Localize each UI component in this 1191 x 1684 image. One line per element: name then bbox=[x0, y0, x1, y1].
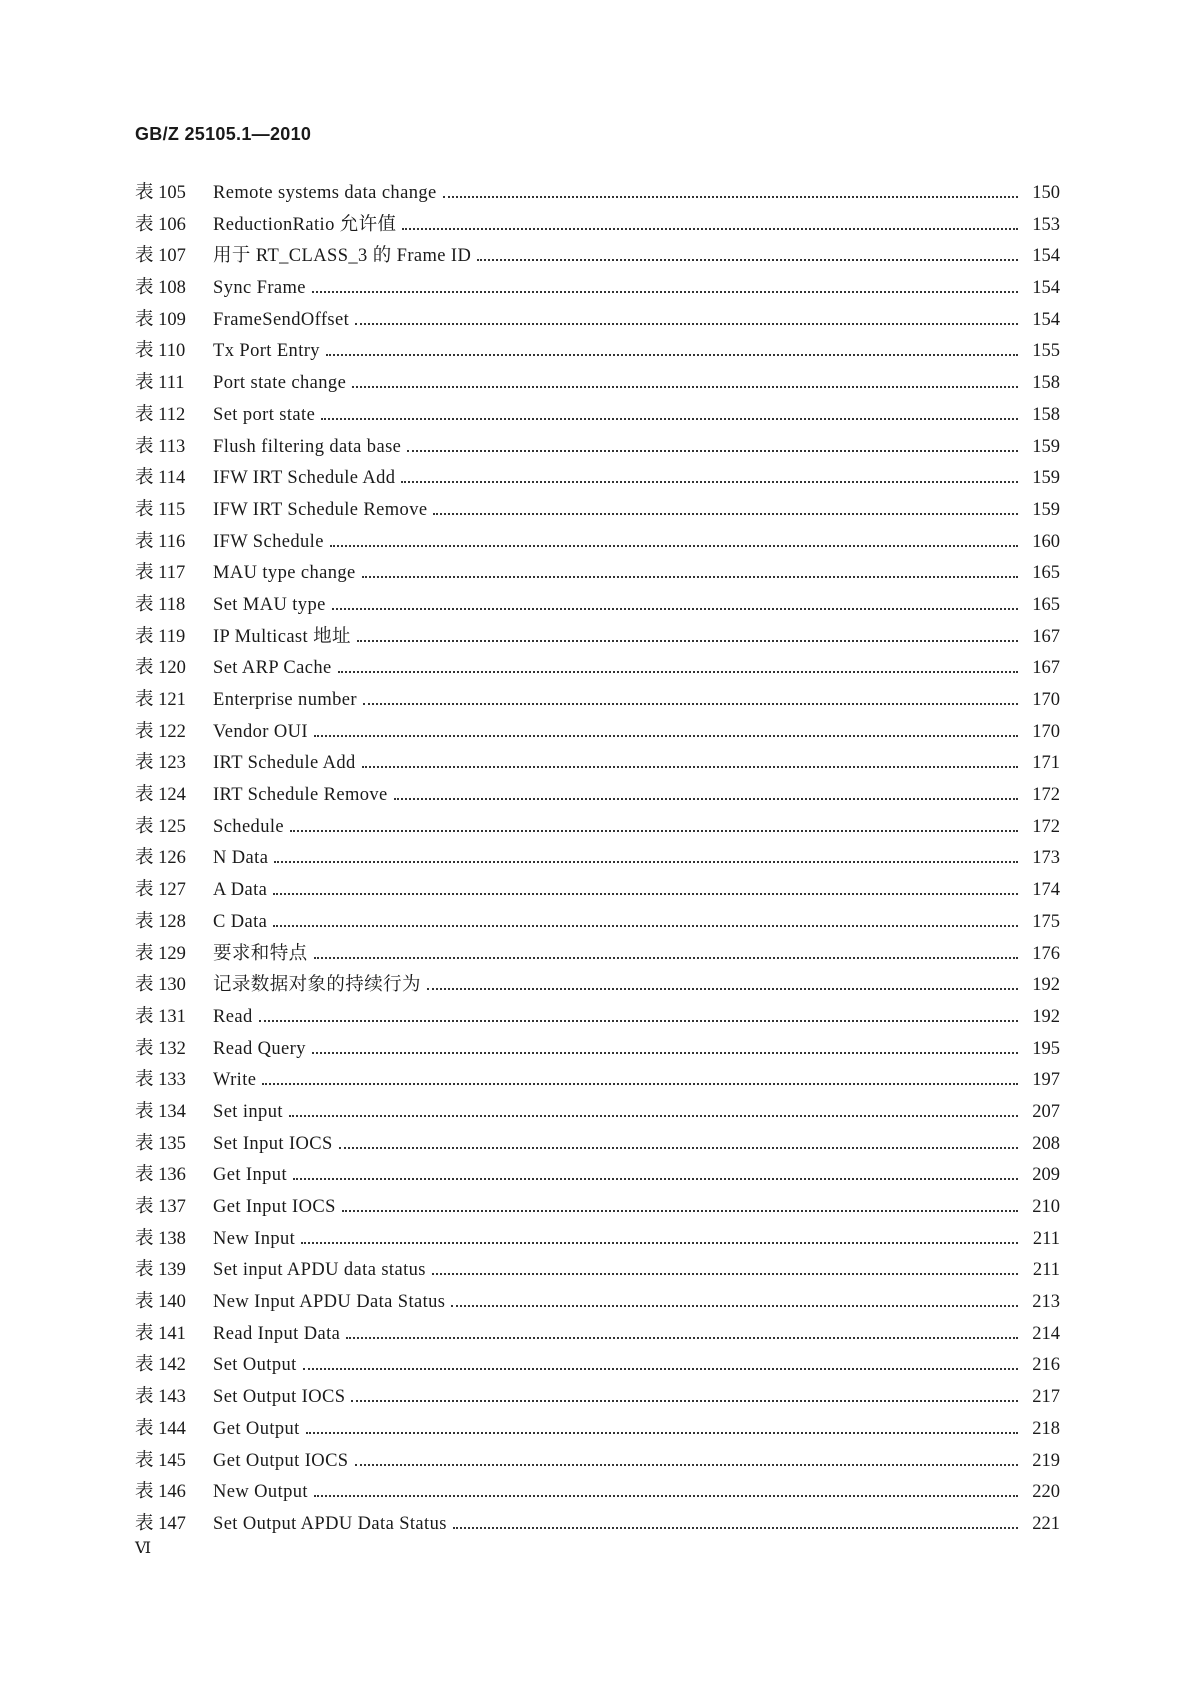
toc-entry-label: 表 136 bbox=[135, 1165, 186, 1186]
toc-entry-label: 表 127 bbox=[135, 880, 186, 901]
dot-leader bbox=[432, 1272, 1018, 1275]
dot-leader bbox=[453, 1526, 1018, 1529]
toc-entry-title: 用于 RT_CLASS_3 的 Frame ID bbox=[213, 246, 472, 267]
dot-leader bbox=[314, 956, 1018, 959]
dot-leader bbox=[357, 639, 1018, 642]
toc-entry-page: 197 bbox=[1032, 1070, 1060, 1091]
toc-entry bbox=[135, 273, 1060, 305]
toc-entry-label: 表 109 bbox=[135, 309, 186, 330]
dot-leader bbox=[338, 670, 1018, 673]
toc-entry-label: 表 128 bbox=[135, 911, 186, 932]
toc-entry-label: 表 140 bbox=[135, 1292, 186, 1313]
toc-entry bbox=[135, 1065, 1060, 1097]
dot-leader bbox=[306, 1431, 1018, 1434]
toc-entry-label: 表 124 bbox=[135, 785, 186, 806]
toc-entry-title: A Data bbox=[213, 880, 268, 901]
toc-entry-page: 155 bbox=[1032, 341, 1060, 362]
toc-entry-label: 表 144 bbox=[135, 1418, 186, 1439]
toc-entry-title: IFW IRT Schedule Remove bbox=[213, 499, 428, 520]
toc-entry-label: 表 126 bbox=[135, 848, 186, 869]
toc-entry-page: 159 bbox=[1032, 436, 1060, 457]
toc-entry-page: 207 bbox=[1032, 1101, 1060, 1122]
toc-entry bbox=[135, 527, 1060, 559]
dot-leader bbox=[346, 1336, 1018, 1339]
toc-entry bbox=[135, 368, 1060, 400]
dot-leader bbox=[427, 987, 1018, 990]
toc-entry-label: 表 121 bbox=[135, 690, 186, 710]
toc-entry-page: 159 bbox=[1032, 468, 1060, 489]
dot-leader bbox=[289, 1114, 1018, 1117]
toc-entry bbox=[135, 178, 1060, 210]
dot-leader bbox=[273, 892, 1018, 895]
toc-entry bbox=[135, 1319, 1060, 1351]
dot-leader bbox=[351, 1399, 1018, 1402]
toc-entry-label: 表 117 bbox=[135, 563, 186, 584]
dot-leader bbox=[326, 353, 1018, 356]
toc-entry-page: 218 bbox=[1032, 1418, 1060, 1439]
toc-entry-label: 表 133 bbox=[135, 1070, 186, 1091]
toc-entry bbox=[135, 1382, 1060, 1414]
toc-entry-page: 165 bbox=[1032, 594, 1060, 615]
toc-entry bbox=[135, 907, 1060, 939]
toc-entry-title: IRT Schedule Add bbox=[213, 753, 356, 774]
toc-entry bbox=[135, 875, 1060, 907]
toc-entry-page: 170 bbox=[1032, 690, 1060, 710]
toc-entry-page: 175 bbox=[1032, 911, 1060, 932]
dot-leader bbox=[339, 1146, 1018, 1149]
dot-leader bbox=[402, 227, 1018, 230]
toc-entry-label: 表 146 bbox=[135, 1482, 186, 1503]
toc-entry bbox=[135, 1255, 1060, 1287]
toc-entry-page: 192 bbox=[1032, 975, 1060, 996]
toc-entry-title: FrameSendOffset bbox=[213, 309, 350, 330]
toc-entry-title: Set port state bbox=[213, 404, 316, 425]
dot-leader bbox=[273, 924, 1018, 927]
document-code-header: GB/Z 25105.1—2010 bbox=[135, 124, 312, 144]
toc-entry-title: Get Output bbox=[213, 1418, 300, 1439]
toc-entry-title: Flush filtering data base bbox=[213, 436, 402, 457]
toc-entry bbox=[135, 336, 1060, 368]
toc-entry-label: 表 139 bbox=[135, 1260, 186, 1281]
toc-entry bbox=[135, 432, 1060, 464]
dot-leader bbox=[443, 195, 1018, 198]
toc-entry bbox=[135, 1477, 1060, 1509]
toc-entry-title: Set Output bbox=[213, 1355, 297, 1376]
toc-entry-label: 表 116 bbox=[135, 531, 186, 552]
toc-entry-title: Remote systems data change bbox=[213, 183, 437, 203]
toc-entry bbox=[135, 558, 1060, 590]
toc-entry-page: 158 bbox=[1032, 404, 1060, 425]
toc-entry-title: MAU type change bbox=[213, 563, 356, 584]
toc-entry-label: 表 122 bbox=[135, 721, 186, 742]
dot-leader bbox=[362, 575, 1018, 578]
toc-entry bbox=[135, 1002, 1060, 1034]
toc-entry-title: IFW Schedule bbox=[213, 531, 324, 552]
toc-entry-page: 159 bbox=[1032, 499, 1060, 520]
dot-leader bbox=[362, 765, 1018, 768]
toc-entry-label: 表 141 bbox=[135, 1323, 186, 1344]
dot-leader bbox=[262, 1082, 1018, 1085]
toc-entry bbox=[135, 1287, 1060, 1319]
toc-entry-page: 167 bbox=[1032, 626, 1060, 647]
toc-entry-page: 214 bbox=[1032, 1323, 1060, 1344]
toc-entry-title: Get Input bbox=[213, 1165, 287, 1186]
dot-leader bbox=[451, 1304, 1018, 1307]
toc-entry-title: Set Input IOCS bbox=[213, 1133, 333, 1154]
toc-entry-title: Set input bbox=[213, 1101, 283, 1122]
toc-entry-title: N Data bbox=[213, 848, 269, 869]
toc-entry bbox=[135, 622, 1060, 654]
toc-entry bbox=[135, 748, 1060, 780]
toc-entry-label: 表 115 bbox=[135, 499, 186, 520]
toc-entry-title: Set MAU type bbox=[213, 594, 326, 615]
toc-entry bbox=[135, 590, 1060, 622]
toc-entry-page: 217 bbox=[1032, 1387, 1060, 1408]
toc-entry bbox=[135, 495, 1060, 527]
page-number-footer: Ⅵ bbox=[135, 1540, 152, 1557]
dot-leader bbox=[303, 1367, 1018, 1370]
toc-entry-title: Get Input IOCS bbox=[213, 1197, 336, 1217]
toc-entry-label: 表 106 bbox=[135, 214, 186, 235]
toc-entry-page: 171 bbox=[1032, 753, 1060, 774]
toc-entry-page: 154 bbox=[1032, 246, 1060, 267]
toc-entry-page: 160 bbox=[1032, 531, 1060, 552]
toc-entry-title: Write bbox=[213, 1070, 257, 1091]
toc-entry bbox=[135, 717, 1060, 749]
toc-entry-page: 172 bbox=[1032, 785, 1060, 806]
toc-entry bbox=[135, 241, 1060, 273]
toc-entry-page: 208 bbox=[1032, 1133, 1060, 1154]
toc-entry-label: 表 110 bbox=[135, 341, 186, 362]
toc-entry-title: Set Output IOCS bbox=[213, 1387, 346, 1408]
toc-entry-page: 209 bbox=[1032, 1165, 1060, 1186]
toc-entry-title: IFW IRT Schedule Add bbox=[213, 468, 396, 489]
toc-entry-label: 表 147 bbox=[135, 1513, 186, 1534]
toc-entry-title: Read Query bbox=[213, 1038, 306, 1059]
dot-leader bbox=[355, 1463, 1019, 1466]
toc-entry-page: 211 bbox=[1032, 1260, 1060, 1281]
toc-entry bbox=[135, 1224, 1060, 1256]
dot-leader bbox=[321, 417, 1018, 420]
toc-entry bbox=[135, 1160, 1060, 1192]
toc-entry-title: C Data bbox=[213, 911, 268, 932]
toc-entry-label: 表 120 bbox=[135, 658, 186, 679]
dot-leader bbox=[293, 1177, 1018, 1180]
toc-entry-page: 158 bbox=[1032, 373, 1060, 394]
dot-leader bbox=[332, 607, 1018, 610]
toc-entry-label: 表 112 bbox=[135, 404, 186, 425]
dot-leader bbox=[394, 797, 1018, 800]
toc-entry-page: 174 bbox=[1032, 880, 1060, 901]
dot-leader bbox=[314, 734, 1018, 737]
toc-entry-title: ReductionRatio 允许值 bbox=[213, 214, 397, 235]
toc-entry-title: IRT Schedule Remove bbox=[213, 785, 388, 806]
toc-entry-label: 表 105 bbox=[135, 183, 186, 203]
toc-entry bbox=[135, 1129, 1060, 1161]
toc-entry-title: New Input bbox=[213, 1228, 296, 1249]
toc-entry bbox=[135, 970, 1060, 1002]
toc-entry-page: 154 bbox=[1032, 278, 1060, 299]
toc-entry-page: 167 bbox=[1032, 658, 1060, 679]
dot-leader bbox=[301, 1241, 1018, 1244]
toc-entry-label: 表 114 bbox=[135, 468, 186, 489]
toc-entry-label: 表 137 bbox=[135, 1197, 186, 1217]
dot-leader bbox=[314, 1494, 1018, 1497]
toc-entry-page: 219 bbox=[1032, 1450, 1060, 1471]
toc-entry bbox=[135, 843, 1060, 875]
toc-entry-label: 表 130 bbox=[135, 975, 186, 996]
toc-entry-page: 216 bbox=[1032, 1355, 1060, 1376]
toc-entry bbox=[135, 1509, 1060, 1541]
toc-entry-label: 表 145 bbox=[135, 1450, 186, 1471]
table-of-contents bbox=[135, 178, 1060, 1541]
toc-entry bbox=[135, 1414, 1060, 1446]
toc-entry-label: 表 135 bbox=[135, 1133, 186, 1154]
dot-leader bbox=[363, 702, 1018, 705]
toc-entry-page: 220 bbox=[1032, 1482, 1060, 1503]
toc-entry-title: Sync Frame bbox=[213, 278, 306, 299]
toc-entry-title: Set ARP Cache bbox=[213, 658, 332, 679]
dot-leader bbox=[352, 385, 1018, 388]
toc-entry-page: 211 bbox=[1032, 1228, 1060, 1249]
toc-entry-title: Port state change bbox=[213, 373, 347, 394]
toc-entry-title: Tx Port Entry bbox=[213, 341, 320, 362]
toc-entry-title: Enterprise number bbox=[213, 690, 357, 710]
toc-entry-label: 表 113 bbox=[135, 436, 186, 457]
dot-leader bbox=[312, 290, 1018, 293]
toc-entry-label: 表 125 bbox=[135, 816, 186, 837]
toc-entry bbox=[135, 1097, 1060, 1129]
dot-leader bbox=[290, 829, 1018, 832]
toc-entry-page: 165 bbox=[1032, 563, 1060, 584]
toc-entry-label: 表 111 bbox=[135, 373, 185, 394]
toc-entry-label: 表 119 bbox=[135, 626, 186, 647]
toc-entry-label: 表 129 bbox=[135, 943, 186, 964]
toc-entry bbox=[135, 1446, 1060, 1478]
toc-entry bbox=[135, 1350, 1060, 1382]
toc-entry-title: Read bbox=[213, 1006, 253, 1027]
toc-entry-page: 213 bbox=[1032, 1292, 1060, 1313]
toc-entry bbox=[135, 1192, 1060, 1224]
dot-leader bbox=[433, 512, 1018, 515]
toc-entry bbox=[135, 939, 1060, 971]
toc-entry-label: 表 142 bbox=[135, 1355, 186, 1376]
toc-entry bbox=[135, 463, 1060, 495]
dot-leader bbox=[355, 322, 1018, 325]
toc-entry-title: Set Output APDU Data Status bbox=[213, 1513, 447, 1534]
toc-entry-page: 221 bbox=[1032, 1513, 1060, 1534]
toc-entry-label: 表 132 bbox=[135, 1038, 186, 1059]
toc-entry-title: 记录数据对象的持续行为 bbox=[213, 975, 421, 996]
dot-leader bbox=[342, 1209, 1018, 1212]
toc-entry bbox=[135, 653, 1060, 685]
dot-leader bbox=[407, 449, 1018, 452]
toc-entry-label: 表 134 bbox=[135, 1101, 186, 1122]
toc-entry-page: 173 bbox=[1032, 848, 1060, 869]
toc-entry-page: 154 bbox=[1032, 309, 1060, 330]
toc-entry-page: 195 bbox=[1032, 1038, 1060, 1059]
dot-leader bbox=[274, 860, 1018, 863]
toc-entry-title: 要求和特点 bbox=[213, 943, 308, 964]
toc-entry-label: 表 108 bbox=[135, 278, 186, 299]
toc-entry-title: Read Input Data bbox=[213, 1323, 341, 1344]
toc-entry-label: 表 143 bbox=[135, 1387, 186, 1408]
toc-entry-label: 表 131 bbox=[135, 1006, 186, 1027]
toc-entry-title: Schedule bbox=[213, 816, 285, 837]
dot-leader bbox=[312, 1051, 1018, 1054]
toc-entry-label: 表 107 bbox=[135, 246, 186, 267]
toc-entry-page: 192 bbox=[1032, 1006, 1060, 1027]
toc-entry-title: Set input APDU data status bbox=[213, 1260, 426, 1281]
toc-entry bbox=[135, 305, 1060, 337]
toc-entry-title: New Output bbox=[213, 1482, 308, 1503]
dot-leader bbox=[330, 544, 1018, 547]
toc-entry-page: 210 bbox=[1032, 1197, 1060, 1217]
toc-entry bbox=[135, 812, 1060, 844]
toc-entry-page: 172 bbox=[1032, 816, 1060, 837]
toc-entry bbox=[135, 210, 1060, 242]
dot-leader bbox=[401, 480, 1018, 483]
toc-entry-title: Get Output IOCS bbox=[213, 1450, 349, 1471]
toc-entry-title: IP Multicast 地址 bbox=[213, 626, 351, 647]
dot-leader bbox=[477, 258, 1018, 261]
toc-entry-title: New Input APDU Data Status bbox=[213, 1292, 446, 1313]
toc-entry-page: 176 bbox=[1032, 943, 1060, 964]
toc-entry-page: 153 bbox=[1032, 214, 1060, 235]
toc-entry-page: 150 bbox=[1032, 183, 1060, 203]
toc-entry bbox=[135, 400, 1060, 432]
toc-entry-title: Vendor OUI bbox=[213, 721, 308, 742]
dot-leader bbox=[259, 1019, 1018, 1022]
toc-entry bbox=[135, 685, 1060, 717]
toc-entry bbox=[135, 780, 1060, 812]
toc-entry-label: 表 138 bbox=[135, 1228, 186, 1249]
toc-entry-page: 170 bbox=[1032, 721, 1060, 742]
toc-entry bbox=[135, 1034, 1060, 1066]
toc-entry-label: 表 123 bbox=[135, 753, 186, 774]
toc-entry-label: 表 118 bbox=[135, 594, 186, 615]
